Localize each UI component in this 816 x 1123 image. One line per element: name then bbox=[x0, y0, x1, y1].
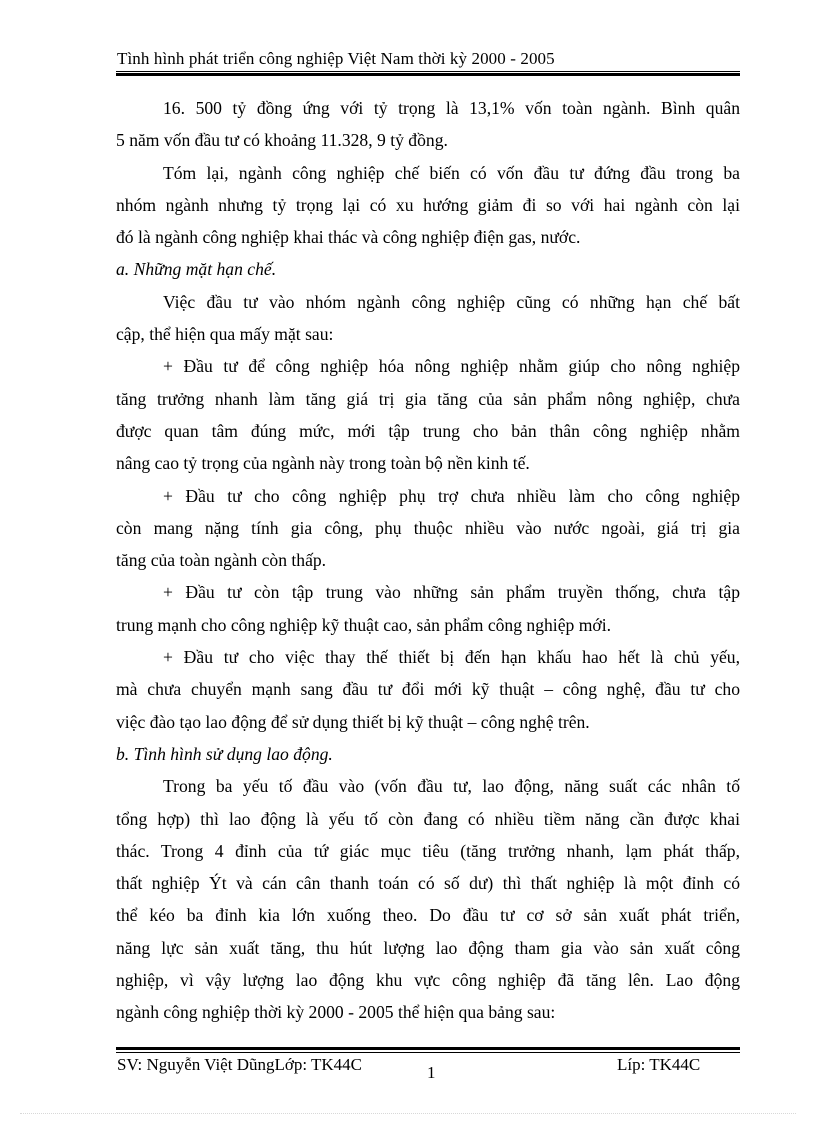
text-line: còn mang nặng tính gia công, phụ thuộc nhiều vào nước ngoài, giá trị gia bbox=[116, 517, 740, 538]
text-line: 16. 500 tỷ đồng ứng với tỷ trọng là 13,1% vốn toàn ngành. Bình quân bbox=[163, 98, 740, 118]
footer-author: SV: Nguyễn Việt DũngLớp: TK44C bbox=[117, 1055, 363, 1074]
body-text bbox=[116, 92, 740, 1029]
text-line: tổng hợp) thì lao động là yếu tố còn đang có nhiều tiềm năng cần được khai bbox=[116, 808, 740, 829]
text-line: mà chưa chuyển mạnh sang đầu tư đổi mới kỹ thuật – công nghệ, đầu tư cho bbox=[116, 679, 740, 700]
text-line: Tóm lại, ngành công nghiệp chế biến có vốn đầu tư đứng đầu trong ba bbox=[163, 162, 740, 183]
text-line: tăng trưởng nhanh làm tăng giá trị gia tăng của sản phẩm nông nghiệp, chưa bbox=[116, 388, 740, 409]
footer-class: Líp: TK44C bbox=[617, 1055, 701, 1074]
text-line: Trong ba yếu tố đầu vào (vốn đầu tư, lao động, năng suất các nhân tố bbox=[163, 776, 740, 797]
text-line: + Đầu tư còn tập trung vào những sản phẩm truyền thống, chưa tập bbox=[163, 582, 740, 603]
text-line: đó là ngành công nghiệp khai thác và công nghiệp điện gas, nước. bbox=[116, 227, 581, 248]
text-line: nghiệp, vì vậy lượng lao động khu vực công nghiệp đã tăng lên. Lao động bbox=[116, 970, 740, 991]
text-line: được quan tâm đúng mức, mới tập trung cho bản thân công nghiệp nhằm bbox=[116, 420, 740, 441]
text-line: tăng của toàn ngành còn thấp. bbox=[116, 550, 327, 571]
text-line: thể kéo ba đỉnh kia lớn xuống theo. Do đầu tư cơ sở sản xuất phát triển, bbox=[116, 905, 740, 926]
text-line: cập, thể hiện qua mấy mặt sau: bbox=[116, 324, 334, 345]
footer-rule-thin bbox=[116, 1052, 740, 1053]
text-line: năng lực sản xuất tăng, thu hút lượng lao động tham gia vào sản xuất công bbox=[116, 937, 740, 958]
text-line: trung mạnh cho công nghiệp kỹ thuật cao, sản phẩm công nghiệp mới. bbox=[116, 614, 611, 635]
text-line: việc đào tạo lao động để sử dụng thiết bị kỹ thuật – công nghệ trên. bbox=[116, 711, 590, 732]
text-line: ngành công nghiệp thời kỳ 2000 - 2005 thể hiện qua bảng sau: bbox=[116, 1002, 556, 1023]
section-heading: a. Những mặt hạn chế. bbox=[116, 259, 277, 280]
text-line: + Đầu tư để công nghiệp hóa nông nghiệp nhằm giúp cho nông nghiệp bbox=[163, 356, 740, 377]
header-rule-thick bbox=[116, 73, 740, 76]
text-line: nhóm ngành nhưng tỷ trọng lại có xu hướng giảm đi so với hai ngành còn lại bbox=[116, 194, 740, 215]
text-line: thất nghiệp Ýt và cán cân thanh toán có số dư) thì thất nghiệp là một đỉnh có bbox=[116, 873, 740, 894]
text-line: + Đầu tư cho việc thay thế thiết bị đến hạn khấu hao hết là chủ yếu, bbox=[163, 647, 740, 668]
header-rule-thin bbox=[116, 71, 740, 72]
footer-rule-thick bbox=[116, 1047, 740, 1050]
bottom-dotted-line bbox=[20, 1113, 796, 1114]
text-line: + Đầu tư cho công nghiệp phụ trợ chưa nhiều làm cho công nghiệp bbox=[163, 485, 740, 506]
text-line: Việc đầu tư vào nhóm ngành công nghiệp cũng có những hạn chế bất bbox=[163, 291, 740, 312]
text-line: nâng cao tỷ trọng của ngành này trong toàn bộ nền kinh tế. bbox=[116, 453, 530, 474]
text-line: thác. Trong 4 đỉnh của tứ giác mục tiêu (tăng trưởng nhanh, lạm phát thấp, bbox=[116, 840, 740, 861]
text-line: 5 năm vốn đầu tư có khoảng 11.328, 9 tỷ đồng. bbox=[116, 130, 448, 151]
page-number: 1 bbox=[427, 1063, 436, 1082]
section-heading: b. Tình hình sử dụng lao động. bbox=[116, 743, 333, 764]
header-title: Tình hình phát triển công nghiệp Việt Nam thời kỳ 2000 - 2005 bbox=[117, 49, 555, 68]
